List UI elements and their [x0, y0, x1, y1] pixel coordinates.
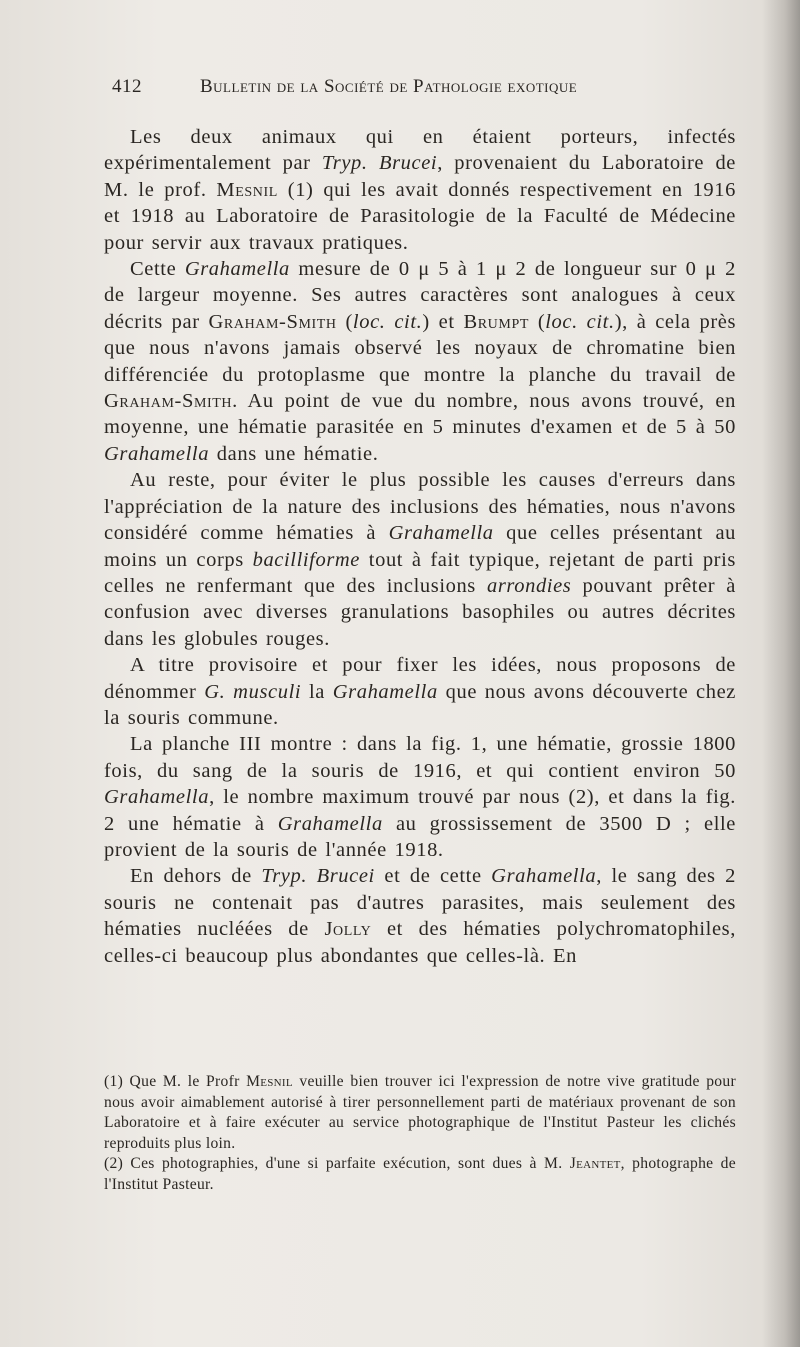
italic-span: Grahamella [104, 442, 210, 465]
italic-span: Grahamella [184, 258, 290, 281]
small-caps-name: Graham-Smith [208, 310, 337, 333]
text-span: ) et [422, 310, 464, 333]
text-span: En dehors de [130, 865, 262, 888]
paragraph [104, 731, 736, 863]
italic-span: Grahamella [332, 680, 438, 703]
italic-span: Grahamella [277, 812, 383, 835]
italic-span: loc. cit. [352, 310, 423, 333]
text-span: dans une hématie. [209, 442, 379, 465]
paragraph [104, 863, 736, 969]
text-span: ), à cela près que nous n'avons jamais observé les noyaux de chromatine bien différenciée du protoplasme que montre la planche du travail de [104, 310, 737, 386]
text-span: la [301, 680, 333, 703]
small-caps-name: Jolly [324, 918, 372, 941]
italic-span: Tryp. Brucei [261, 865, 375, 888]
text-span: . Au point de vue du nombre, nous avons trouvé, en moyenne, une hématie parasitée en 5 minutes d'examen et de 5 à 50 [104, 390, 736, 439]
small-caps-name: Graham-Smith [104, 390, 233, 413]
text-span: Cette [130, 258, 185, 281]
italic-span: Grahamella [388, 522, 494, 545]
paragraph [104, 256, 736, 467]
italic-span: loc. cit. [545, 310, 615, 333]
small-caps-name: Mesnil [216, 178, 278, 201]
journal-title: Bulletin de la Société de Pathologie exotique [200, 76, 578, 97]
running-header [112, 76, 672, 104]
italic-span: Grahamella [491, 865, 597, 888]
text-span: que nous avons découverte chez la souris commune. [104, 680, 737, 729]
body-text [104, 124, 736, 969]
text-span: Les deux animaux qui en étaient porteurs, infectés expérimentalement par [104, 126, 736, 175]
italic-span: G. musculi [204, 680, 302, 703]
text-span: ( [336, 310, 353, 333]
text-span: veuille bien trouver ici l'expression de notre vive gratitude pour nous avoir aimablement autorisé à tirer personnellement parti de matériaux provenant de son Laboratoire et à faire exécuter au service photographique de l'Institut Pasteur les clichés reproduits plus loin. [104, 1073, 736, 1152]
page-number: 412 [112, 76, 142, 97]
text-span: au grossissement de 3500 D ; elle provient de la souris de l'année 1918. [104, 812, 736, 861]
text-span: que celles présentant au moins un corps [104, 522, 737, 571]
text-span: tout à fait typique, rejetant de parti pris celles ne renfermant que des inclusions [104, 548, 736, 597]
small-caps-name: Mesnil [246, 1073, 293, 1090]
text-span: , photographe de l'Institut Pasteur. [104, 1155, 736, 1193]
text-span: , le sang des 2 souris ne contenait pas d'autres parasites, mais seulement des hématies nucléées de [104, 865, 737, 941]
text-span: mesure de 0 μ 5 à 1 μ 2 de longueur sur 0 μ 2 de largeur moyenne. Ses autres caractères sont analogues à ceux décrits par [104, 258, 736, 333]
italic-span: arrondies [487, 574, 572, 597]
italic-span: Tryp. Brucei [321, 152, 438, 175]
text-span: , le nombre maximum trouvé par nous (2), et dans la fig. 2 une hématie à [104, 786, 736, 835]
text-span: ( [528, 310, 546, 333]
text-span: et de cette [374, 865, 492, 888]
text-span: et des hématies polychromatophiles, celles-ci beaucoup plus abondantes que celles-là. En [104, 918, 736, 967]
italic-span: bacilliforme [252, 548, 361, 571]
binding-shadow [762, 0, 800, 1347]
text-span: (2) Ces photographies, d'une si parfaite exécution, sont dues à M. [104, 1155, 570, 1172]
text-span: Au reste, pour éviter le plus possible les causes d'erreurs dans l'appréciation de la nature des inclusions des hématies, nous n'avons considéré comme hématies à [104, 469, 736, 545]
footnote [104, 1072, 736, 1154]
footnote [104, 1154, 736, 1195]
paragraph [104, 652, 736, 731]
paragraph [104, 124, 736, 256]
text-span: A titre provisoire et pour fixer les idées, nous proposons de dénommer [104, 654, 736, 703]
text-span: (1) Que M. le Profr [104, 1073, 247, 1090]
small-caps-name: Jeantet [569, 1155, 621, 1172]
footnotes [104, 1072, 736, 1195]
small-caps-name: Brumpt [463, 310, 529, 333]
text-span: , provenaient du Laboratoire de M. le prof. [104, 152, 736, 201]
text-span: La planche III montre : dans la fig. 1, une hématie, grossie 1800 fois, du sang de la souris de 1916, et qui contient environ 50 [104, 733, 736, 782]
paragraph [104, 467, 736, 652]
text-span: (1) qui les avait donnés respectivement en 1916 et 1918 au Laboratoire de Parasitologie de la Faculté de Médecine pour servir aux travaux pratiques. [104, 178, 736, 254]
italic-span: Grahamella [104, 786, 210, 809]
text-span: pouvant prêter à confusion avec diverses granulations basophiles ou autres décrites dans les globules rouges. [104, 574, 737, 650]
